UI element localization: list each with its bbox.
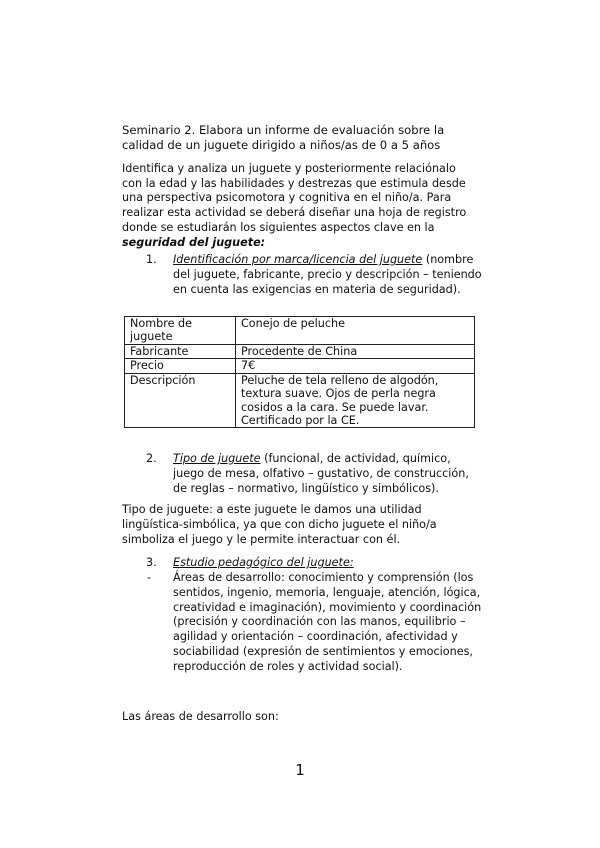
bullet-dash: - <box>147 571 152 584</box>
page-number: 1 <box>295 761 305 779</box>
list-item-1-body <box>173 253 484 297</box>
list-item-1-heading: Identificación por marca/licencia del juguete <box>173 253 423 266</box>
table-cell-value: Procedente de China <box>236 345 475 359</box>
areas-heading: Las áreas de desarrollo son: <box>122 710 279 723</box>
intro-emphasis: seguridad del juguete: <box>122 235 266 249</box>
list-item-3-heading-line <box>173 556 484 571</box>
list-item-1-number: 1. <box>146 253 157 266</box>
table-cell-label: Nombre de juguete <box>125 317 236 345</box>
list-item-3-heading: Estudio pedagógico del juguete: <box>173 556 354 569</box>
table-cell-value: 7€ <box>236 359 475 373</box>
list-item-2-heading: Tipo de juguete <box>173 452 261 465</box>
table-row <box>125 373 475 428</box>
table-row <box>125 317 475 345</box>
table-cell-label: Fabricante <box>125 345 236 359</box>
registration-table <box>124 316 475 428</box>
intro-paragraph <box>122 162 478 250</box>
table-cell-value: Peluche de tela relleno de algodón, textura suave. Ojos de perla negra cosidos a la cara. Se puede lavar. Certificado por la CE. <box>236 373 475 428</box>
list-item-2-number: 2. <box>146 452 157 465</box>
table-row <box>125 345 475 359</box>
list-item-1-text: (nombre del juguete, fabricante, precio y descripción – teniendo en cuenta las exigencias en materia de seguridad). <box>173 253 482 296</box>
list-item-2-text: (funcional, de actividad, químico, juego de mesa, olfativo – gustativo, de construcción, de reglas – normativo, lingüístico y simbólicos). <box>173 452 469 495</box>
list-item-2-body <box>173 452 484 496</box>
table-row <box>125 359 475 373</box>
table-cell-value: Conejo de peluche <box>236 317 475 345</box>
table-cell-label: Descripción <box>125 373 236 428</box>
development-areas-text: Áreas de desarrollo: conocimiento y comprensión (los sentidos, ingenio, memoria, lenguaje, atención, lógica, creatividad e imaginación), movimiento y coordinación (precisión y coordinación con las manos, equilibrio – agilidad y orientación – coordinación, afectividad y sociabilidad (expresión de sentimientos y emociones, reproducción de roles y actividad social). <box>173 571 482 673</box>
intro-text: Identifica y analiza un juguete y posteriormente relaciónalo con la edad y las habilidades y destrezas que estimula desde una perspectiva psicomotora y cognitiva en el niño/a. Para realizar esta actividad se deberá diseñar una hoja de registro donde se estudiarán los siguientes aspectos clave en la <box>122 162 467 234</box>
document-title: Seminario 2. Elabora un informe de evaluación sobre la calidad de un juguete dirigido a niños/as de 0 a 5 años <box>122 123 445 153</box>
table-cell-label: Precio <box>125 359 236 373</box>
list-item-3-number: 3. <box>146 556 157 569</box>
toy-type-paragraph: Tipo de juguete: a este juguete le damos una utilidad lingüística-simbólica, ya que con dicho juguete el niño/a simboliza el juego y le permite interactuar con él. <box>122 503 437 546</box>
